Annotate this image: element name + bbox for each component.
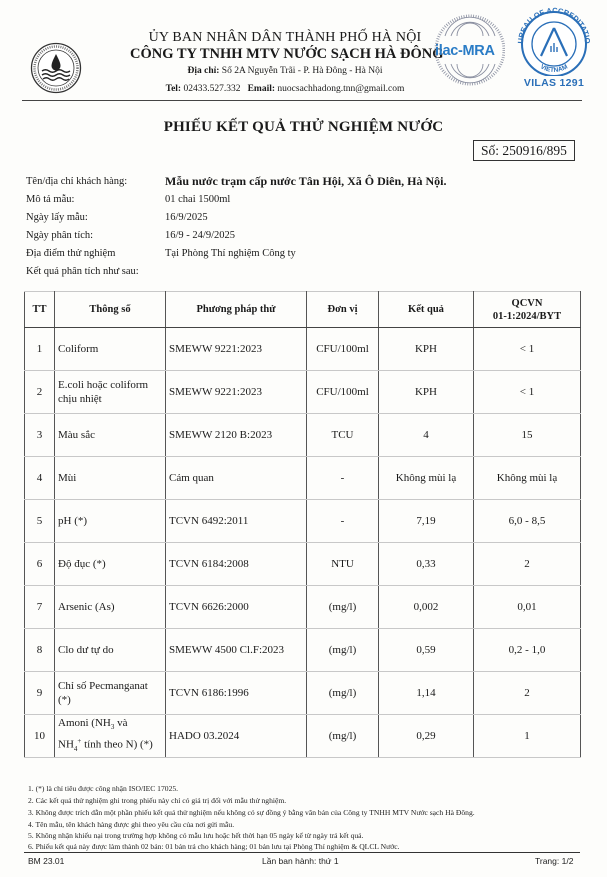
footnote: 6. Phiếu kết quả này được làm thành 02 bản: 01 bản trả cho khách hàng; 01 bản lưu tại Phòng Thí nghiệm & QLCL Nước.: [28, 842, 400, 851]
cell-param: Mùi: [55, 457, 166, 500]
cell-unit: (mg/l): [307, 672, 379, 715]
form-code: BM 23.01: [28, 856, 65, 866]
table-row: [25, 414, 581, 457]
cell-method: TCVN 6186:1996: [166, 672, 307, 715]
cell-param: E.coli hoặc coliform chịu nhiệt: [55, 371, 166, 414]
info-value-customer: Mẫu nước trạm cấp nước Tân Hội, Xã Ô Diên, Hà Nội.: [165, 174, 447, 188]
cell-standard: 2: [474, 672, 581, 715]
cell-method: Cảm quan: [166, 457, 307, 500]
cell-tt: 4: [25, 457, 55, 500]
tel-value: 02433.527.332: [183, 84, 241, 94]
info-label-sampling-date: Ngày lấy mẫu:: [26, 212, 88, 223]
cell-result: 0,59: [379, 629, 474, 672]
footnote: 4. Tên mẫu, tên khách hàng được ghi theo yêu cầu của nơi gửi mẫu.: [28, 820, 235, 829]
document-title: PHIẾU KẾT QUẢ THỬ NGHIỆM NƯỚC: [163, 119, 444, 135]
document-number: Số: 250916/895: [473, 140, 575, 161]
cell-param: Clo dư tự do: [55, 629, 166, 672]
cell-unit: TCU: [307, 414, 379, 457]
info-value-location: Tại Phòng Thí nghiệm Công ty: [165, 248, 296, 259]
table-row: [25, 715, 581, 758]
footnote: 3. Không được trích dẫn một phần phiếu kết quả thử nghiệm nếu không có sự đồng ý bằng văn bản của Công ty TNHH MTV Nước sạch Hà Đông.: [28, 808, 475, 817]
info-value-sampling-date: 16/9/2025: [165, 212, 208, 223]
address-value: Số 2A Nguyễn Trãi - P. Hà Đông - Hà Nội: [221, 66, 383, 76]
info-label-sample: Mô tả mẫu:: [26, 194, 75, 205]
accreditation-logo: [509, 6, 599, 76]
cell-unit: (mg/l): [307, 586, 379, 629]
boa-seal-icon: [509, 6, 599, 76]
footnote: 5. Không nhận khiếu nại trong trường hợp không có mẫu lưu hoặc hết thời hạn 05 ngày kể từ ngày trả kết quả.: [28, 831, 364, 840]
header-standard-line1: QCVN: [511, 297, 543, 309]
cell-standard: < 1: [474, 328, 581, 371]
authority-name: ỦY BAN NHÂN DÂN THÀNH PHỐ HÀ NỘI: [148, 30, 422, 45]
cell-method: TCVN 6626:2000: [166, 586, 307, 629]
email-value: nuocsachhadong.tnn@gmail.com: [277, 84, 405, 94]
footnote: 1. (*) là chỉ tiêu được công nhận ISO/IEC 17025.: [28, 784, 179, 793]
info-value-analysis-date: 16/9 - 24/9/2025: [165, 230, 235, 241]
header-result: Kết quả: [379, 292, 474, 328]
cell-param: Chỉ số Pecmanganat (*): [55, 672, 166, 715]
cell-method: SMEWW 4500 Cl.F:2023: [166, 629, 307, 672]
header-tt: TT: [25, 292, 55, 328]
cell-tt: 10: [25, 715, 55, 758]
cell-result: 7,19: [379, 500, 474, 543]
table-header-row: [25, 292, 581, 328]
table-row: [25, 500, 581, 543]
cell-param: [55, 715, 166, 758]
water-drop-seal-icon: [30, 42, 82, 94]
cell-tt: 8: [25, 629, 55, 672]
table-row: [25, 328, 581, 371]
table-row: [25, 543, 581, 586]
cell-standard: 15: [474, 414, 581, 457]
company-address: [130, 66, 440, 76]
boa-text: UREAU OF ACCREDITATIO: [515, 6, 593, 44]
info-value-sample: 01 chai 1500ml: [165, 194, 231, 205]
header-standard-line2: 01-1:2024/BYT: [492, 310, 562, 322]
cell-standard: 6,0 - 8,5: [474, 500, 581, 543]
cell-result: KPH: [379, 328, 474, 371]
cell-method: HADO 03.2024: [166, 715, 307, 758]
cell-method: TCVN 6184:2008: [166, 543, 307, 586]
company-contact: [130, 84, 440, 94]
info-label-location: Địa điểm thử nghiệm: [26, 248, 116, 259]
cell-method: SMEWW 2120 B:2023: [166, 414, 307, 457]
param-part: tính theo N) (*): [81, 738, 153, 751]
cell-result: KPH: [379, 371, 474, 414]
header-divider: [22, 100, 582, 101]
cell-unit: -: [307, 500, 379, 543]
cell-result: 0,002: [379, 586, 474, 629]
cell-result: 1,14: [379, 672, 474, 715]
param-part: NH: [58, 738, 74, 751]
cell-method: TCVN 6492:2011: [166, 500, 307, 543]
cell-standard: < 1: [474, 371, 581, 414]
cell-unit: (mg/l): [307, 629, 379, 672]
footnote: 2. Các kết quả thử nghiệm ghi trong phiếu này chỉ có giá trị đối với mẫu thử nghiệm.: [28, 796, 287, 805]
ilac-mra-text: ilac-MRA: [435, 43, 495, 59]
cell-tt: 2: [25, 371, 55, 414]
param-superscript: +: [77, 737, 82, 746]
address-label: Địa chỉ:: [187, 66, 220, 76]
boa-country: VIETNAM: [539, 63, 569, 74]
cell-method: SMEWW 9221:2023: [166, 328, 307, 371]
cell-standard: Không mùi lạ: [474, 457, 581, 500]
tel-label: Tel:: [165, 84, 182, 94]
cell-tt: 1: [25, 328, 55, 371]
cell-tt: 3: [25, 414, 55, 457]
cell-unit: CFU/100ml: [307, 371, 379, 414]
table-row: [25, 586, 581, 629]
cell-unit: -: [307, 457, 379, 500]
ilac-mra-logo: [433, 6, 505, 94]
header-unit: Đơn vị: [307, 292, 379, 328]
results-table: [24, 291, 581, 758]
edition: Lần ban hành: thứ 1: [262, 856, 339, 866]
cell-method: SMEWW 9221:2023: [166, 371, 307, 414]
cell-result: 0,29: [379, 715, 474, 758]
cell-standard: 1: [474, 715, 581, 758]
cell-param: Arsenic (As): [55, 586, 166, 629]
cell-param: Coliform: [55, 328, 166, 371]
cell-unit: CFU/100ml: [307, 328, 379, 371]
header-standard: [474, 292, 581, 328]
cell-standard: 0,2 - 1,0: [474, 629, 581, 672]
table-row: [25, 371, 581, 414]
table-row: [25, 629, 581, 672]
table-row: [25, 457, 581, 500]
cell-param: pH (*): [55, 500, 166, 543]
email-label: Email:: [247, 84, 276, 94]
cell-standard: 0,01: [474, 586, 581, 629]
header-param: Thông số: [55, 292, 166, 328]
info-label-results: Kết quả phân tích như sau:: [26, 266, 139, 277]
info-label-analysis-date: Ngày phân tích:: [26, 230, 94, 241]
cell-standard: 2: [474, 543, 581, 586]
page-number: Trang: 1/2: [535, 856, 574, 866]
param-part: Amoni (NH: [58, 716, 111, 729]
cell-param: Màu sắc: [55, 414, 166, 457]
cell-result: 4: [379, 414, 474, 457]
company-name: CÔNG TY TNHH MTV NƯỚC SẠCH HÀ ĐÔNG: [130, 46, 444, 62]
info-label-customer: Tên/địa chỉ khách hàng:: [26, 176, 128, 187]
cell-result: 0,33: [379, 543, 474, 586]
cell-tt: 9: [25, 672, 55, 715]
cell-param: Độ đục (*): [55, 543, 166, 586]
cell-tt: 7: [25, 586, 55, 629]
param-part: và: [114, 716, 128, 729]
footer-divider: [24, 852, 580, 853]
cell-unit: (mg/l): [307, 715, 379, 758]
table-row: [25, 672, 581, 715]
cell-unit: NTU: [307, 543, 379, 586]
cell-tt: 5: [25, 500, 55, 543]
vilas-number: VILAS 1291: [523, 77, 585, 89]
param-subscript: 3: [110, 723, 115, 732]
header-method: Phương pháp thử: [166, 292, 307, 328]
company-logo: [30, 42, 82, 94]
cell-result: Không mùi lạ: [379, 457, 474, 500]
cell-tt: 6: [25, 543, 55, 586]
param-subscript: 4: [73, 745, 78, 754]
